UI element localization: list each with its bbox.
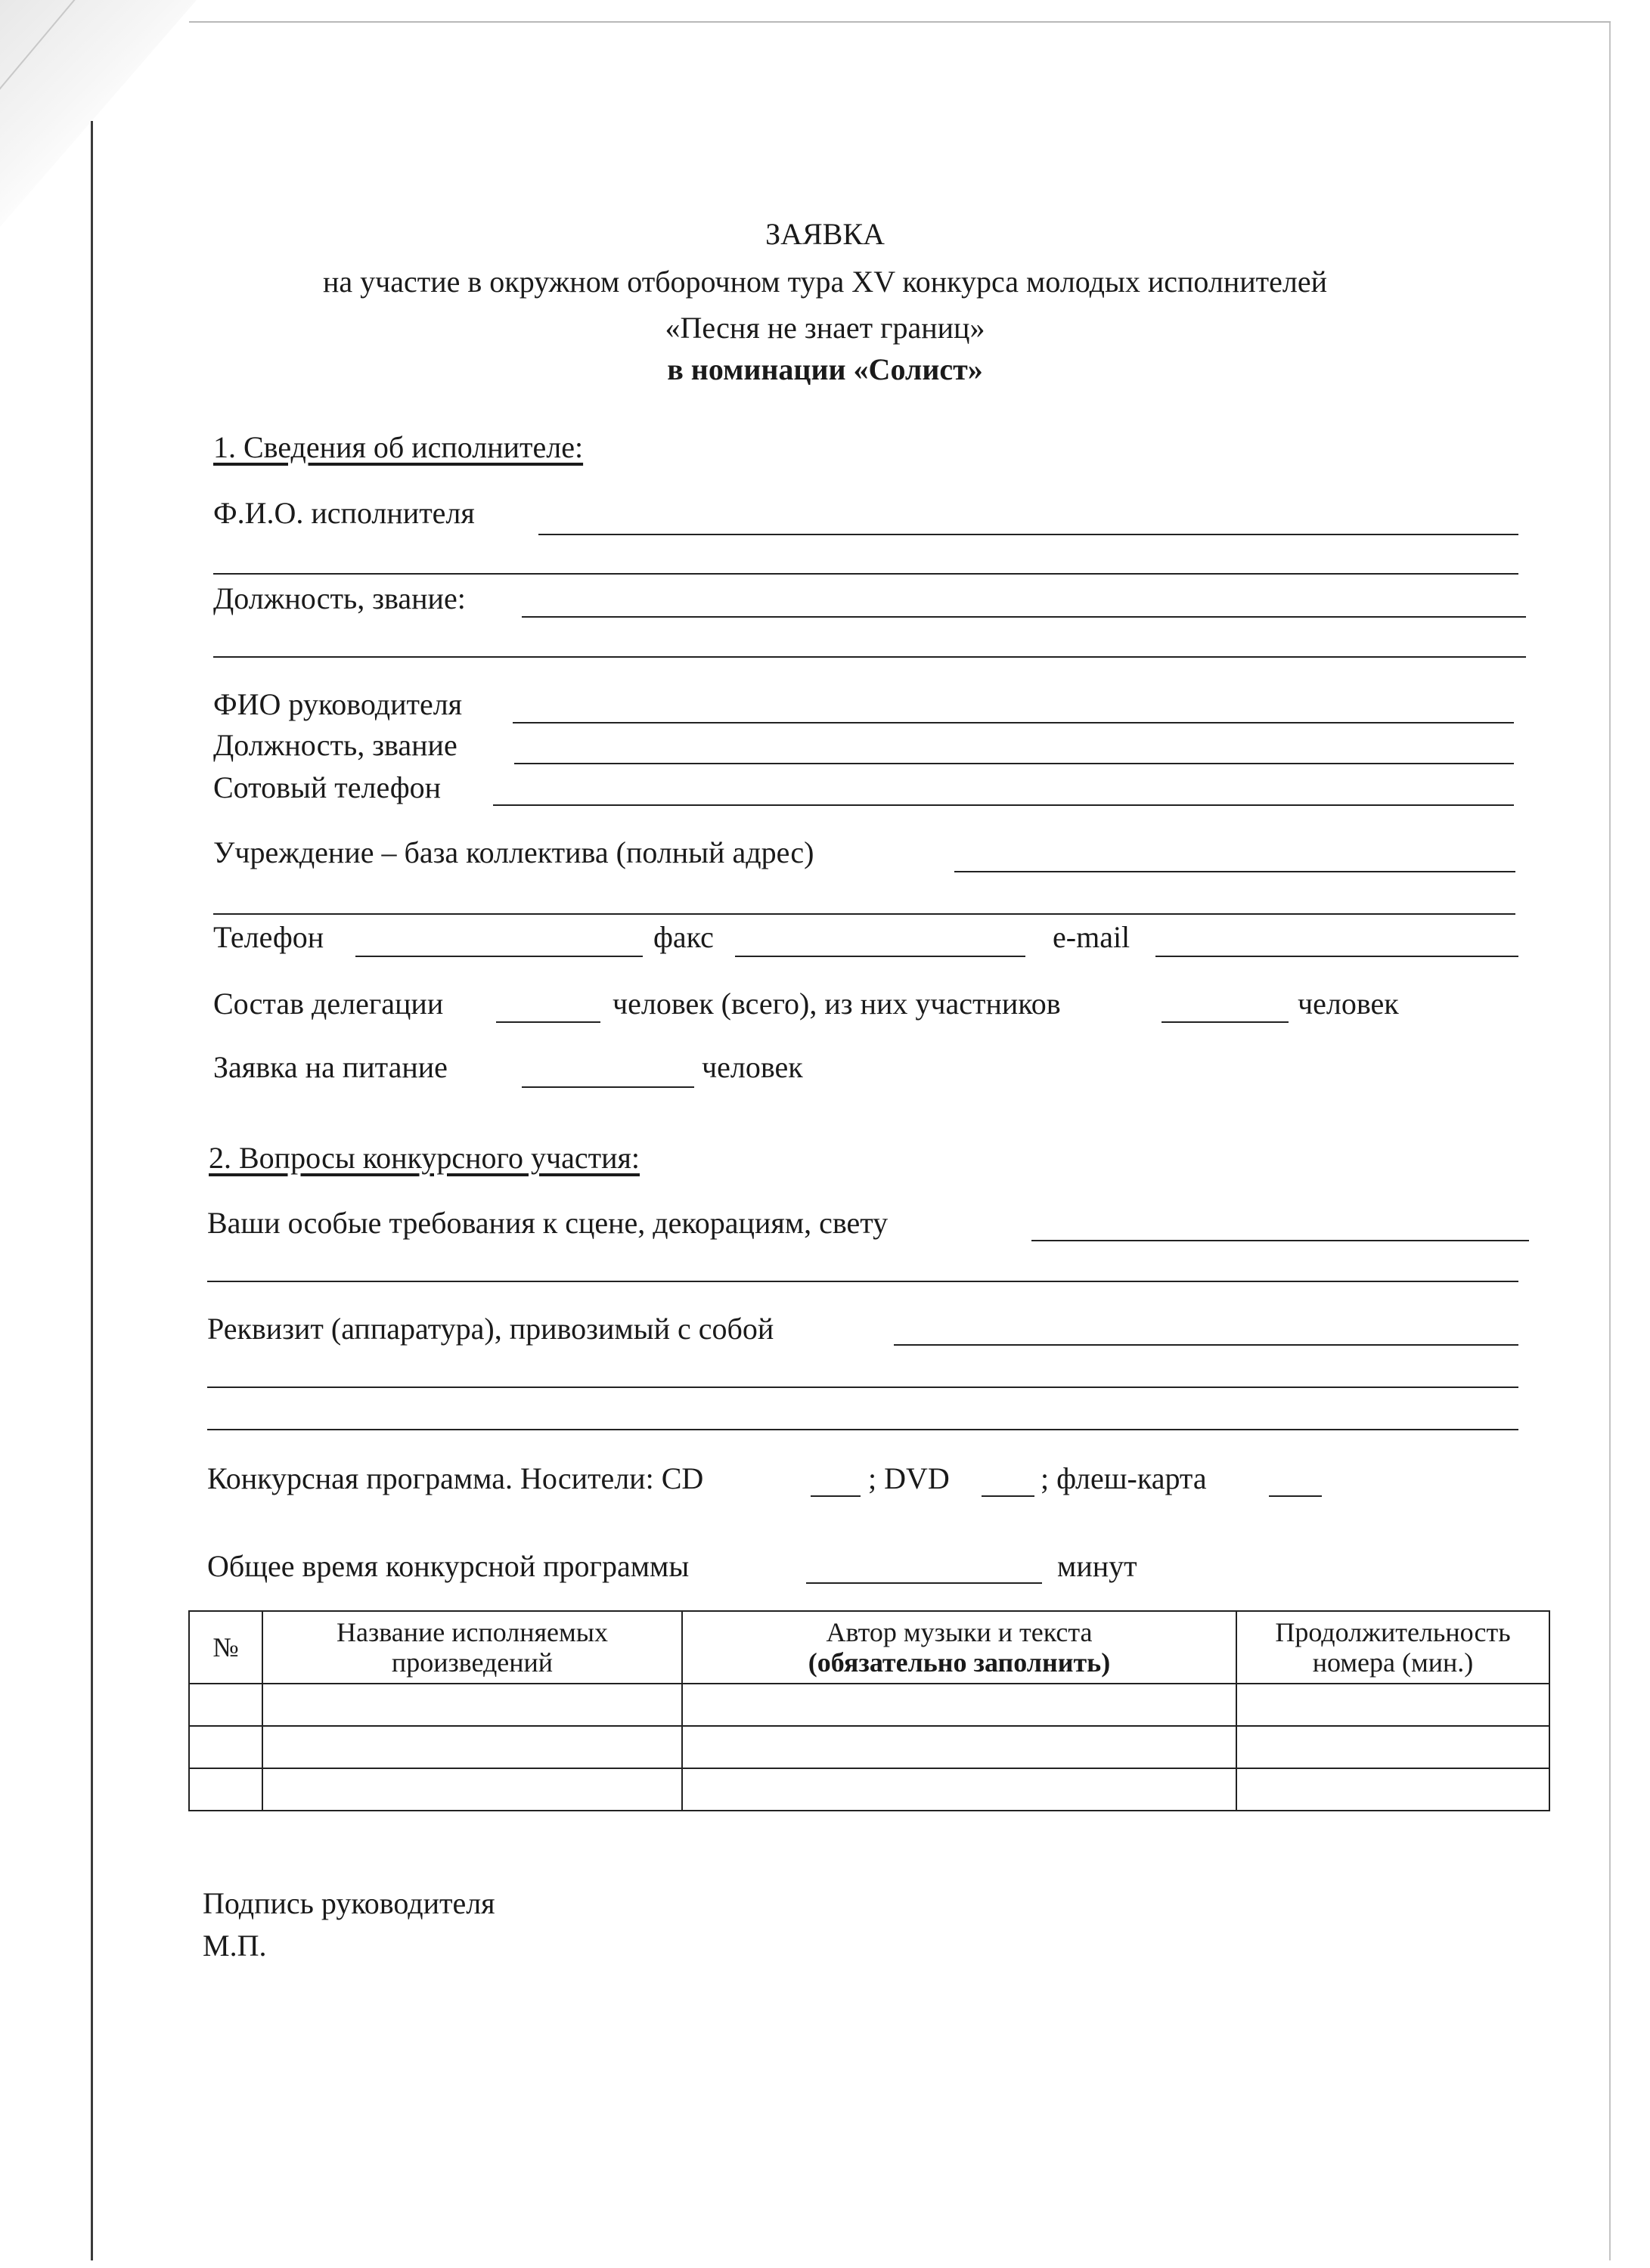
col-author-line1: Автор музыки и текста xyxy=(826,1617,1093,1647)
table-row xyxy=(189,1726,1549,1768)
props-field-3[interactable] xyxy=(207,1429,1518,1430)
section1-heading: 1. Сведения об исполнителе: xyxy=(213,430,584,464)
col-duration-line1: Продолжительность xyxy=(1275,1617,1511,1647)
delegation-unit-label: человек xyxy=(1298,987,1399,1021)
table-cell[interactable] xyxy=(1236,1684,1549,1726)
col-number-header xyxy=(189,1611,262,1684)
document-subtitle: на участие в окружном отборочном тура XV конкурса молодых исполнителей xyxy=(322,265,1328,299)
table-cell[interactable] xyxy=(262,1684,682,1726)
table-cell[interactable] xyxy=(1236,1768,1549,1811)
page-fold xyxy=(0,0,197,227)
phone-label: Телефон xyxy=(213,920,324,954)
fax-field[interactable] xyxy=(735,956,1025,957)
total-time-unit: минут xyxy=(1057,1549,1137,1583)
col-title-header xyxy=(262,1611,682,1684)
leader-fio-label: ФИО руководителя xyxy=(213,687,463,721)
institution-field-2[interactable] xyxy=(213,913,1515,915)
performer-fio-field[interactable] xyxy=(538,534,1518,535)
table-row xyxy=(189,1768,1549,1811)
col-title-line2: произведений xyxy=(391,1647,554,1678)
media-flash-field[interactable] xyxy=(1269,1495,1322,1497)
props-field[interactable] xyxy=(894,1344,1518,1346)
page-edge-top xyxy=(189,21,1611,23)
stage-requirements-field-2[interactable] xyxy=(207,1281,1518,1282)
col-author-header xyxy=(682,1611,1236,1684)
signature-label: Подпись руководителя xyxy=(203,1886,495,1920)
institution-field[interactable] xyxy=(954,871,1515,872)
col-duration-header xyxy=(1236,1611,1549,1684)
mobile-phone-field[interactable] xyxy=(493,804,1514,806)
table-cell[interactable] xyxy=(1236,1726,1549,1768)
phone-field[interactable] xyxy=(355,956,643,957)
stage-requirements-label: Ваши особые требования к сцене, декорациям, свету xyxy=(207,1206,889,1240)
delegation-total-field[interactable] xyxy=(496,1021,600,1023)
media-dvd-field[interactable] xyxy=(982,1495,1034,1497)
leader-position-field[interactable] xyxy=(514,763,1514,764)
media-flash-label: ; флеш-карта xyxy=(1041,1461,1207,1495)
performer-position-field[interactable] xyxy=(522,616,1526,618)
col-duration-line2: номера (мин.) xyxy=(1312,1647,1474,1678)
stamp-label: М.П. xyxy=(203,1929,267,1963)
table-cell[interactable] xyxy=(262,1726,682,1768)
total-time-field[interactable] xyxy=(806,1582,1042,1584)
nomination: в номинации «Солист» xyxy=(667,352,983,386)
table-cell[interactable] xyxy=(682,1726,1236,1768)
works-table xyxy=(188,1610,1550,1811)
col-number-text: № xyxy=(212,1632,239,1662)
food-unit-label: человек xyxy=(702,1050,803,1084)
props-field-2[interactable] xyxy=(207,1387,1518,1388)
food-label: Заявка на питание xyxy=(213,1050,448,1084)
performer-position-field-2[interactable] xyxy=(213,656,1526,658)
delegation-participants-field[interactable] xyxy=(1162,1021,1289,1023)
total-time-label: Общее время конкурсной программы xyxy=(207,1549,690,1583)
media-label: Конкурсная программа. Носители: CD xyxy=(207,1461,704,1495)
page-edge-left xyxy=(91,121,93,2260)
media-dvd-label: ; DVD xyxy=(868,1461,950,1495)
performer-fio-label: Ф.И.О. исполнителя xyxy=(213,496,475,530)
table-cell[interactable] xyxy=(189,1684,262,1726)
col-title-line1: Название исполняемых xyxy=(337,1617,608,1647)
table-cell[interactable] xyxy=(189,1726,262,1768)
fax-label: факс xyxy=(653,920,714,954)
col-author-line2: (обязательно заполнить) xyxy=(808,1647,1111,1678)
contest-name: «Песня не знает границ» xyxy=(665,311,985,345)
performer-position-label: Должность, звание: xyxy=(213,581,466,615)
document-title: ЗАЯВКА xyxy=(765,217,885,251)
mobile-phone-label: Сотовый телефон xyxy=(213,770,442,804)
leader-position-label: Должность, звание xyxy=(213,728,457,762)
stage-requirements-field[interactable] xyxy=(1031,1240,1529,1241)
delegation-middle-label: человек (всего), из них участников xyxy=(613,987,1061,1021)
leader-fio-field[interactable] xyxy=(513,722,1514,723)
performer-fio-field-2[interactable] xyxy=(213,573,1518,575)
table-cell[interactable] xyxy=(682,1768,1236,1811)
section2-heading: 2. Вопросы конкурсного участия: xyxy=(209,1141,640,1175)
table-cell[interactable] xyxy=(682,1684,1236,1726)
delegation-label: Состав делегации xyxy=(213,987,444,1021)
table-header-row xyxy=(189,1611,1549,1684)
media-cd-field[interactable] xyxy=(811,1495,861,1497)
email-label: e-mail xyxy=(1053,920,1130,954)
table-cell[interactable] xyxy=(189,1768,262,1811)
table-cell[interactable] xyxy=(262,1768,682,1811)
food-field[interactable] xyxy=(522,1086,694,1088)
institution-label: Учреждение – база коллектива (полный адрес) xyxy=(213,835,814,869)
email-field[interactable] xyxy=(1155,956,1518,957)
props-label: Реквизит (аппаратура), привозимый с собой xyxy=(207,1312,774,1346)
table-row xyxy=(189,1684,1549,1726)
